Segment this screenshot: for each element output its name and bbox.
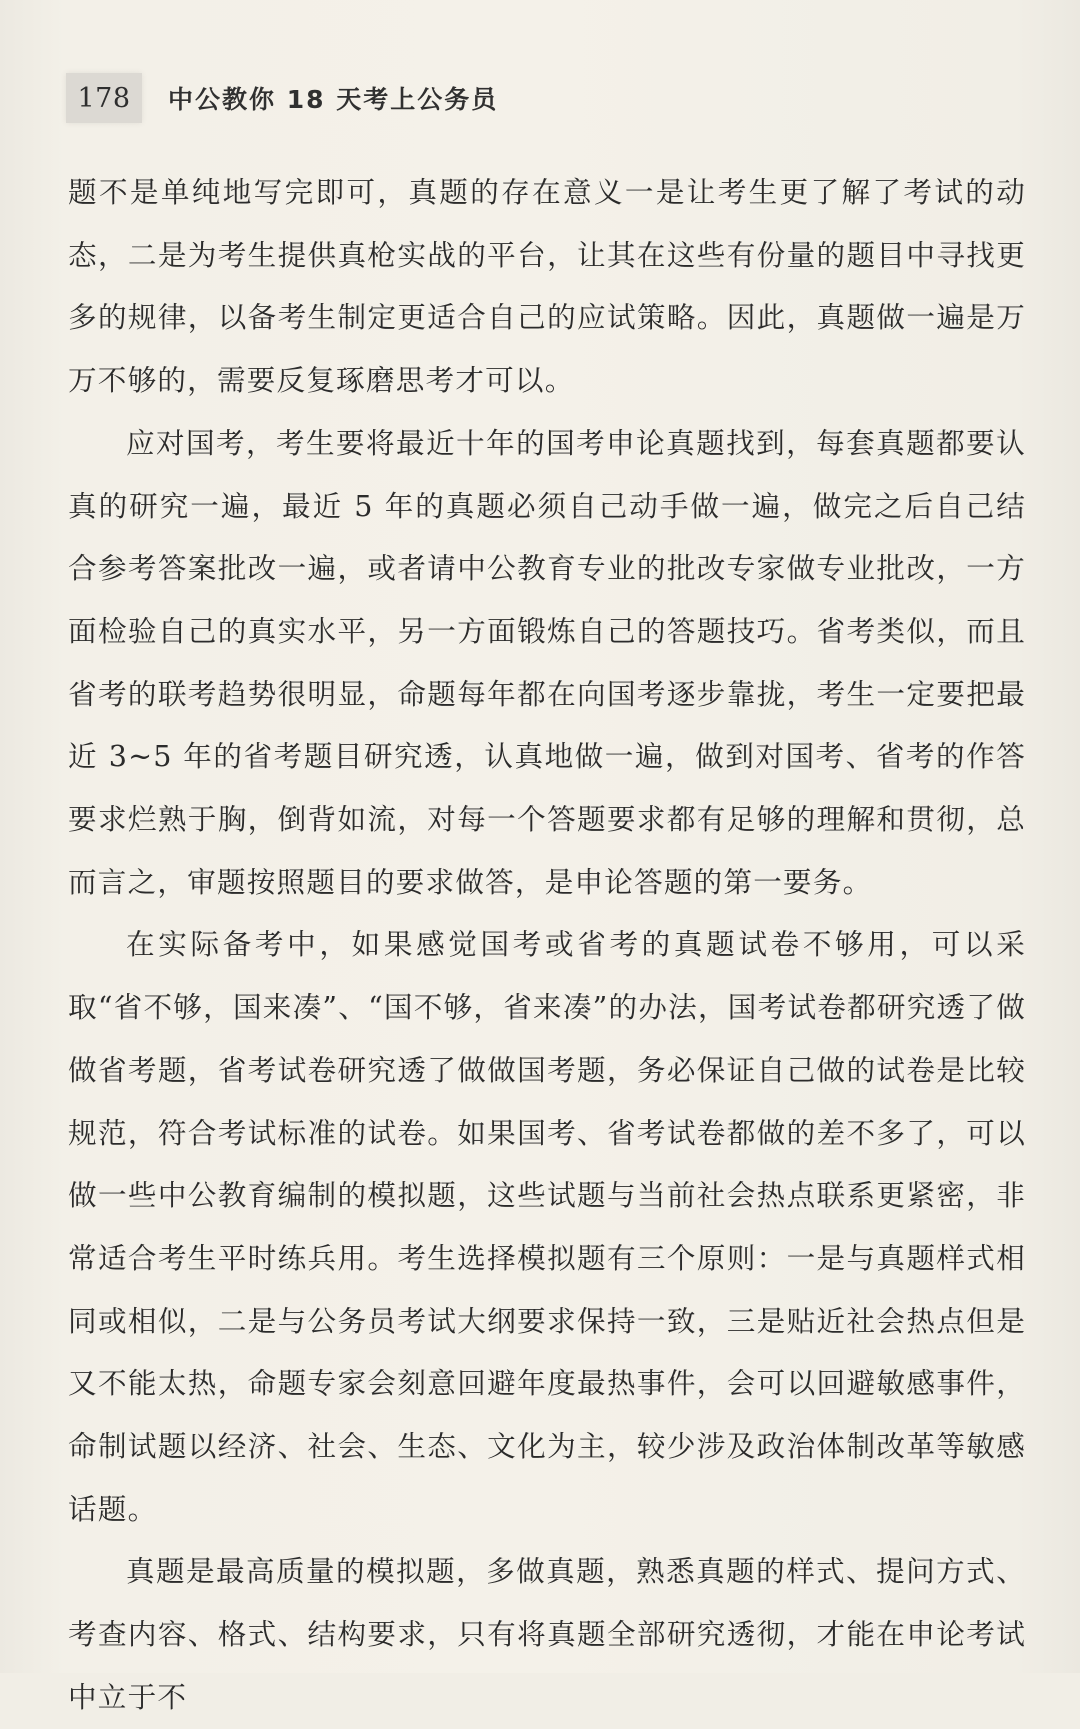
page-number-box — [66, 73, 142, 123]
paragraph-1: 题不是单纯地写完即可，真题的存在意义一是让考生更了解了考试的动态，二是为考生提供真枪实战的平台，让其在这些有份量的题目中寻找更多的规律，以备考生制定更适合自己的应试策略。因此，真题做一遍是万万不够的，需要反复琢磨思考才可以。 — [68, 175, 1026, 398]
paragraph-4: 真题是最高质量的模拟题，多做真题，熟悉真题的样式、提问方式、考查内容、格式、结构要求，只有将真题全部研究透彻，才能在申论考试中立于不 — [68, 1554, 1026, 1714]
body-text — [68, 161, 1026, 1729]
page-number: 178 — [77, 82, 131, 114]
book-title: 中公教你 18 天考上公务员 — [168, 85, 499, 114]
page-header — [66, 72, 498, 124]
paragraph-2: 应对国考，考生要将最近十年的国考申论真题找到，每套真题都要认真的研究一遍，最近 5 年的真题必须自己动手做一遍，做完之后自己结合参考答案批改一遍，或者请中公教育专业的批改专家做专业批改，一方面检验自己的真实水平，另一方面锻炼自己的答题技巧。省考类似，而且省考的联考趋势很明显，命题每年都在向国考逐步靠拢，考生一定要把最近 3~5 年的省考题目研究透，认真地做一遍，做到对国考、省考的作答要求烂熟于胸，倒背如流，对每一个答题要求都有足够的理解和贯彻，总而言之，审题按照题目的要求做答，是申论答题的第一要务。 — [68, 425, 1026, 899]
paragraph-3: 在实际备考中，如果感觉国考或省考的真题试卷不够用，可以采取“省不够，国来凑”、“国不够，省来凑”的办法，国考试卷都研究透了做做省考题，省考试卷研究透了做做国考题，务必保证自己做的试卷是比较规范，符合考试标准的试卷。如果国考、省考试卷都做的差不多了，可以做一些中公教育编制的模拟题，这些试题与当前社会热点联系更紧密，非常适合考生平时练兵用。考生选择模拟题有三个原则：一是与真题样式相同或相似，二是与公务员考试大纲要求保持一致，三是贴近社会热点但是又不能太热，命题专家会刻意回避年度最热事件，会可以回避敏感事件，命制试题以经济、社会、生态、文化为主，较少涉及政治体制改革等敏感话题。 — [68, 927, 1026, 1526]
